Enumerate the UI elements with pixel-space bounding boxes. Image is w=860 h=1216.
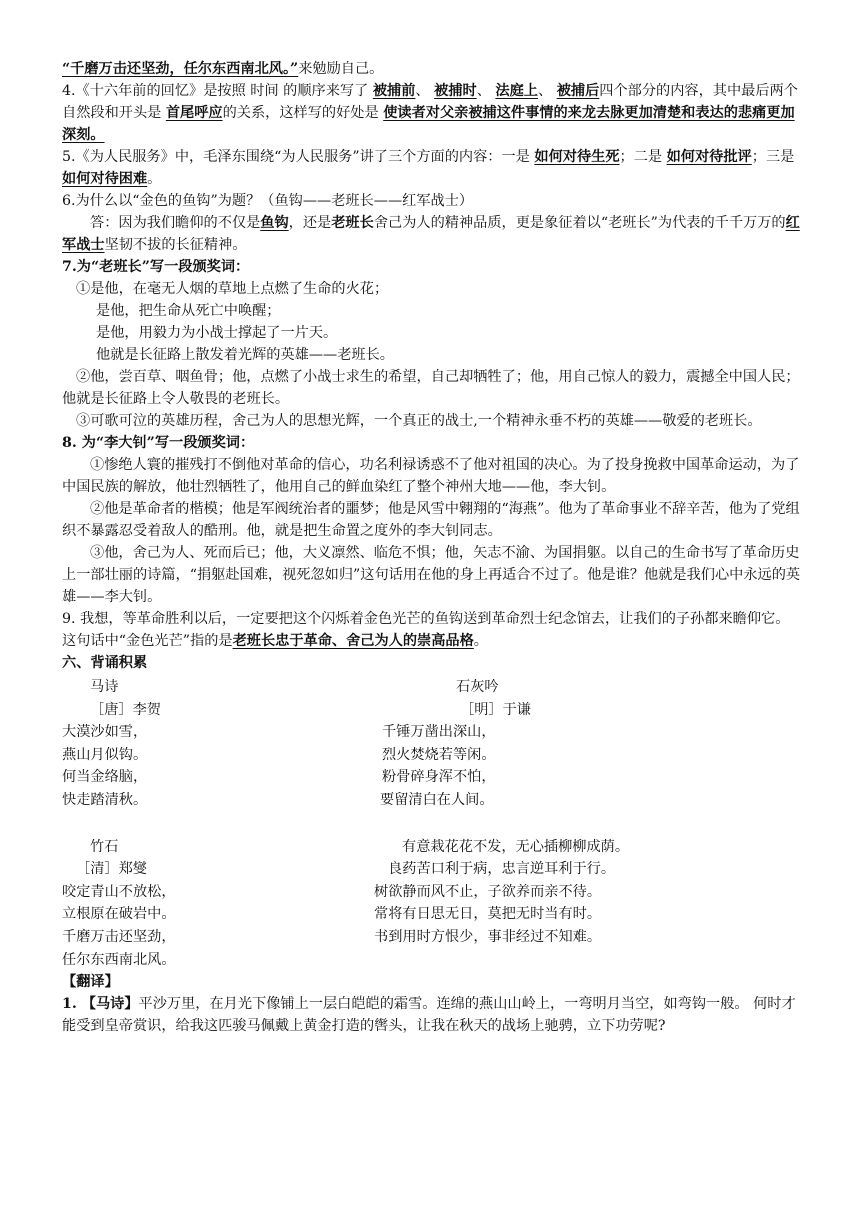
q9-answer-1: 老班长忠于革命、舍己为人的崇高品格 bbox=[232, 633, 474, 649]
proverb-line: 树欲静而风不止，子欲养而亲不待。 bbox=[374, 883, 602, 900]
poem-line: 千磨万击还坚劲， bbox=[62, 928, 176, 945]
poem-author: ［清］郑燮 bbox=[76, 861, 147, 878]
q6-answer-2: 老班长 bbox=[331, 215, 374, 231]
poem-line: 烈火焚烧若等闲。 bbox=[382, 746, 496, 763]
section-6-title: 六、背诵积累 bbox=[62, 655, 148, 671]
q6-text-3: 舍己为人的精神品质，更是象征着以“老班长”为代表的千千万万的 bbox=[373, 215, 786, 231]
q4-answer-2: 被捕时 bbox=[434, 83, 477, 99]
poem-line: 何当金络脑， bbox=[62, 769, 148, 786]
proverb-line: 书到用时方恨少，事非经过不知难。 bbox=[374, 928, 602, 945]
line-top bbox=[62, 58, 802, 80]
q5-text-4: 。 bbox=[147, 171, 162, 187]
q6-text-2: ，还是 bbox=[288, 215, 332, 231]
q7-line-2: 是他，把生命从死亡中唤醒； bbox=[96, 303, 281, 319]
poem-author: ［唐］李贺 bbox=[90, 701, 161, 718]
poem-line: 快走踏清秋。 bbox=[62, 791, 148, 808]
q4-text-1: 4.《十六年前的回忆》是按照 时间 的顺序来写了 bbox=[62, 83, 369, 99]
proverb-line: 常将有日思无日，莫把无时当有时。 bbox=[374, 906, 602, 923]
question-9 bbox=[62, 608, 802, 652]
question-4 bbox=[62, 80, 802, 146]
q8-line-1: ①惨绝人寰的摧残打不倒他对革命的信心，功名利禄诱惑不了他对祖国的决心。为了投身挽救中国革命运动，为了中国民族的解放，他壮烈牺牲了，他用自己的鲜血染红了整个神州大地——他，李大钊。 bbox=[62, 457, 800, 495]
q4-sep: 、 bbox=[538, 83, 553, 99]
q5-text-1: 5.《为人民服务》中，毛泽东围绕“为人民服务”讲了三个方面的内容：一是 bbox=[62, 149, 530, 165]
poem-line: 粉骨碎身浑不怕， bbox=[382, 769, 496, 786]
q6-answer-1: 鱼钩 bbox=[260, 215, 289, 231]
question-8-title: 8. 为“李大钊”写一段颁奖词： bbox=[62, 435, 255, 451]
poem-author: ［明］于谦 bbox=[460, 701, 531, 718]
q4-text-2: 四个部分的内容，其中最后两个自然段和开头是 bbox=[62, 83, 798, 121]
poems-row-2 bbox=[62, 836, 802, 972]
translation-label: 1. 【马诗】 bbox=[62, 996, 139, 1013]
q4-answer-5: 首尾呼应 bbox=[165, 105, 223, 121]
proverb-line: 有意栽花花不发，无心插柳柳成荫。 bbox=[402, 838, 630, 855]
q4-answer-4: 被捕后 bbox=[556, 83, 600, 99]
q5-answer-2: 如何对待批评 bbox=[666, 149, 752, 165]
q4-answer-1: 被捕前 bbox=[372, 83, 416, 99]
line-top-rest: 来勉励自己。 bbox=[298, 61, 384, 77]
q7-line-1: ①是他，在毫无人烟的草地上点燃了生命的火花； bbox=[76, 281, 389, 297]
proverb-line: 良药苦口利于病，忠言逆耳利于行。 bbox=[388, 861, 616, 878]
poems-row-1 bbox=[62, 676, 802, 812]
poem-title: 马诗 bbox=[90, 679, 119, 695]
poem-line: 任尔东西南北风。 bbox=[62, 951, 176, 968]
poem-line: 千锤万凿出深山， bbox=[382, 724, 496, 741]
translation-1 bbox=[62, 993, 802, 1037]
q8-line-2: ②他是革命者的楷模；他是军阀统治者的噩梦；他是风雪中翱翔的“海燕”。他为了革命事业不辞辛苦，他为了党组织不暴露忍受着敌人的酷刑。他，就是把生命置之度外的李大钊同志。 bbox=[62, 501, 800, 539]
q6-answer-3: 红军战士 bbox=[62, 215, 800, 253]
poem-line: 咬定青山不放松， bbox=[62, 883, 176, 900]
poem-line: 要留清白在人间。 bbox=[380, 791, 494, 808]
answer-6 bbox=[62, 212, 802, 256]
q5-answer-3: 如何对待困难 bbox=[62, 171, 148, 187]
document-page bbox=[62, 58, 802, 1037]
q7-line-4: 他就是长征路上散发着光辉的英雄——老班长。 bbox=[96, 347, 394, 363]
quote-answer: “千磨万击还坚劲，任尔东西南北风。” bbox=[62, 61, 299, 77]
poem-title: 竹石 bbox=[90, 838, 119, 855]
q8-line-3: ③他，舍己为人、死而后已；他，大义凛然、临危不惧；他，矢志不渝、为国捐躯。以自己的生命书写了革命历史上一部壮丽的诗篇，“捐躯赴国难，视死忽如归”这句话用在他的身上再适合不过了。他是谁？他就是我们心中永远的英雄——李大钊。 bbox=[62, 545, 801, 605]
q5-text-3: ；三是 bbox=[751, 149, 795, 165]
q4-answer-3: 法庭上 bbox=[495, 83, 538, 99]
q6-text-1: 答：因为我们瞻仰的不仅是 bbox=[90, 215, 261, 231]
question-5 bbox=[62, 146, 802, 190]
q5-text-2: ；二是 bbox=[619, 149, 663, 165]
translation-text: 平沙万里，在月光下像铺上一层白皑皑的霜雪。连绵的燕山山岭上，一弯明月当空，如弯钩一般。 何时才能受到皇帝赏识，给我这匹骏马佩戴上黄金打造的辔头，让我在秋天的战场上驰骋，立下功劳呢? bbox=[62, 996, 796, 1035]
translation-header: 【翻译】 bbox=[62, 974, 119, 991]
q4-sep: 、 bbox=[476, 83, 491, 99]
poem-line: 燕山月似钩。 bbox=[62, 746, 148, 763]
q6-text-4: 坚韧不拔的长征精神。 bbox=[104, 237, 247, 253]
q7-line-3: 是他，用毅力为小战士撑起了一片天。 bbox=[96, 325, 338, 341]
q7-line-6: ③可歌可泣的英雄历程，舍己为人的思想光辉，一个真正的战士,一个精神永垂不朽的英雄——敬爱的老班长。 bbox=[76, 413, 762, 429]
q7-line-5: ②他，尝百草、咽鱼骨；他，点燃了小战士求生的希望，自己却牺牲了；他，用自己惊人的毅力，震撼全中国人民；他就是长征路上令人敬畏的老班长。 bbox=[62, 369, 800, 407]
q4-text-3: 的关系，这样写的好处是 bbox=[222, 105, 379, 121]
poem-line: 大漠沙如雪， bbox=[62, 724, 148, 741]
q9-text-2: 。 bbox=[473, 633, 488, 649]
question-7-title: 7.为“老班长”写一段颁奖词： bbox=[62, 259, 250, 275]
poem-title: 石灰吟 bbox=[456, 679, 499, 695]
q4-answer-6: 使读者对父亲被捕这件事情的来龙去脉更加清楚和表达的悲痛更加深刻。 bbox=[62, 105, 795, 143]
q4-sep: 、 bbox=[415, 83, 430, 99]
q5-answer-1: 如何对待生死 bbox=[534, 149, 620, 165]
question-6: 6.为什么以“金色的鱼钩”为题？（鱼钩——老班长——红军战士） bbox=[62, 193, 474, 209]
poem-line: 立根原在破岩中。 bbox=[62, 906, 176, 923]
q9-text-1: 9. 我想，等革命胜利以后，一定要把这个闪烁着金色光芒的鱼钩送到革命烈士纪念馆去，让我们的子孙都来瞻仰它。这句话中“金色光芒”指的是 bbox=[62, 611, 790, 649]
